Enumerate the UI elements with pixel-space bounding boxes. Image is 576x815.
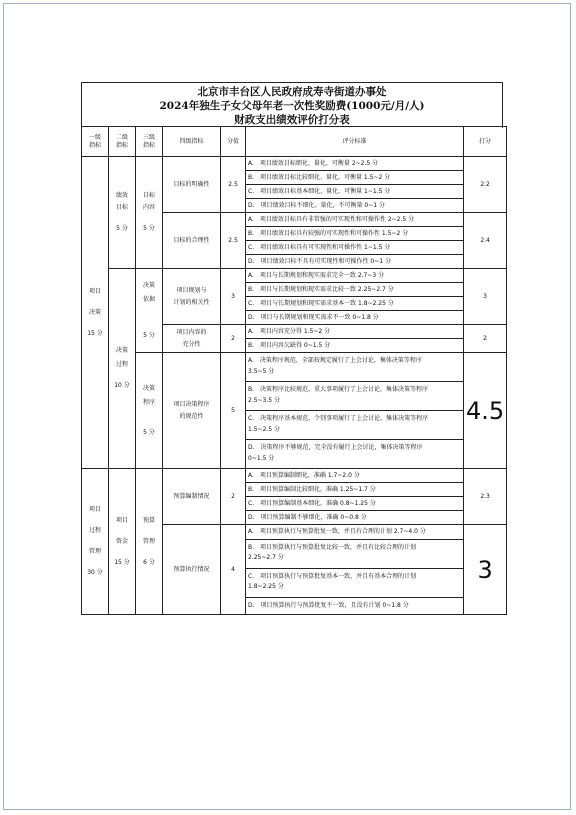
title-line-2: 2024年独生子女父母年老一次性奖励费(1000元/月/人): [159, 100, 425, 112]
criteria-option: C. 决策程序基本规范，个别事项履行了上会讨论，集体决策等程序 1.5~2.5 分: [246, 411, 464, 440]
handwritten-score: 3: [464, 525, 507, 615]
handwritten-score: 2.4: [464, 213, 507, 269]
title-line-1: 北京市丰台区人民政府成寿寺街道办事处: [197, 86, 387, 98]
criteria-option: B. 项目预算编制比较细化，准确 1.25~1.7 分: [246, 483, 464, 497]
level3-budget-management: 预算 管理 6 分: [136, 469, 163, 615]
table-row: [82, 269, 507, 283]
indicator-name: 目标的合理性: [163, 213, 221, 269]
header-score: 打分: [464, 127, 507, 157]
criteria-option: C. 项目绩效目标具有可实现性和可操作性 1~1.5 分: [246, 241, 464, 255]
handwritten-score: 3: [464, 269, 507, 325]
table-header-row: [82, 127, 507, 157]
criteria-option: C. 项目预算执行与预算批复基本一致，并且有基本合理的计划 1.8~2.25 分: [246, 569, 464, 598]
criteria-option: D. 项目预算执行与预算批复不一致，且没有计划 0~1.8 分: [246, 598, 464, 615]
criteria-option: C. 项目绩效目标基本细化、量化，可衡量 1~1.5 分: [246, 185, 464, 199]
criteria-option: C. 项目预算编制基本细化，准确 0.8~1.25 分: [246, 497, 464, 511]
criteria-option: B. 项目与长期规划和现实需求比较一致 2.25~2.7 分: [246, 283, 464, 297]
criteria-option: A. 项目预算执行与预算批复一致，并且有合理的计划 2.7~4.0 分: [246, 525, 464, 540]
evaluation-table: [81, 126, 507, 615]
indicator-weight: 3: [221, 269, 246, 325]
level3-decision-procedure: 决策 程序 5 分: [136, 353, 163, 469]
indicator-weight: 5: [221, 353, 246, 469]
criteria-option: B. 决策程序比较规范，重大事项履行了上会讨论，集体决策等程序 2.5~3.5 分: [246, 382, 464, 411]
indicator-weight: 2: [221, 469, 246, 525]
table-row: [82, 157, 507, 171]
criteria-option: D. 决策程序不够规范，完全没有履行上会讨论，集体决策等程序 0~1.5 分: [246, 440, 464, 469]
indicator-weight: 2.5: [221, 157, 246, 213]
criteria-option: A. 项目绩效目标具有非常强的可实现性和可操作性 2~2.5 分: [246, 213, 464, 227]
handwritten-score: 2.3: [464, 469, 507, 525]
document-title: [81, 82, 503, 128]
criteria-option: A. 项目与长期规划和现实需求完全一致 2.7~3 分: [246, 269, 464, 283]
header-level2: 二级 指标: [109, 127, 136, 157]
criteria-option: A. 决策程序规范，全部按规定履行了上会讨论，集体决策等程序 3.5~5 分: [246, 353, 464, 382]
criteria-option: A. 项目预算编制细化，准确 1.7~2.0 分: [246, 469, 464, 483]
criteria-option: D. 项目绩效目标不细化、量化，不可衡量 0~1 分: [246, 199, 464, 213]
indicator-weight: 4: [221, 525, 246, 615]
criteria-option: D. 项目绩效目标不具有可实现性和可操作性 0~1 分: [246, 255, 464, 269]
level2-decision-process: 决策 过程 10 分: [109, 269, 136, 469]
indicator-name: 项目决策程序 的规范性: [163, 353, 221, 469]
criteria-option: C. 项目与长期规划和现实需求基本一致 1.8~2.25 分: [246, 297, 464, 311]
header-level4: 四级指标: [163, 127, 221, 157]
table-row: [82, 353, 507, 382]
header-level3: 三级 指标: [136, 127, 163, 157]
indicator-name: 预算执行情况: [163, 525, 221, 615]
criteria-option: D. 项目与长期规划和现实需求不一致 0~1.8 分: [246, 311, 464, 325]
header-weight: 分值: [221, 127, 246, 157]
criteria-option: A. 项目绩效目标细化、量化，可衡量 2~2.5 分: [246, 157, 464, 171]
criteria-option: B. 项目绩效目标比较细化、量化，可衡量 1.5~2 分: [246, 171, 464, 185]
level2-performance-goal: 绩效 目标 5 分: [109, 157, 136, 269]
handwritten-score: 4.5: [464, 353, 507, 469]
title-line-3: 财政支出绩效评价打分表: [234, 114, 350, 126]
indicator-name: 项目规划与 计划的相关性: [163, 269, 221, 325]
criteria-option: B. 项目绩效目标具有较强的可实现性和可操作性 1.5~2 分: [246, 227, 464, 241]
indicator-weight: 2: [221, 325, 246, 353]
indicator-name: 项目内容的 充分性: [163, 325, 221, 353]
criteria-option: D. 项目预算编制不够细化，准确 0~0.8 分: [246, 511, 464, 525]
level1-decision: 项目 决策 15 分: [82, 157, 109, 469]
handwritten-score: 2.2: [464, 157, 507, 213]
table-row: [82, 469, 507, 483]
criteria-option: A. 项目内容充分得 1.5~2 分: [246, 325, 464, 339]
indicator-name: 预算编制情况: [163, 469, 221, 525]
level3-goal-content: 目标 内容 5 分: [136, 157, 163, 269]
header-level1: 一级 指标: [82, 127, 109, 157]
header-criteria: 评分标准: [246, 127, 464, 157]
level3-decision-basis: 决策 依据 5 分: [136, 269, 163, 353]
level2-project-funds: 项目 资金 15 分: [109, 469, 136, 615]
criteria-option: B. 项目预算执行与预算批复比较一致，并且有比较合理的计划 2.25~2.7 分: [246, 540, 464, 569]
criteria-option: B. 项目内容欠缺得 0~1.5 分: [246, 339, 464, 353]
indicator-name: 目标的明确性: [163, 157, 221, 213]
indicator-weight: 2.5: [221, 213, 246, 269]
handwritten-score: 2: [464, 325, 507, 353]
level1-process-management: 项目 过程 管理 30 分: [82, 469, 109, 615]
